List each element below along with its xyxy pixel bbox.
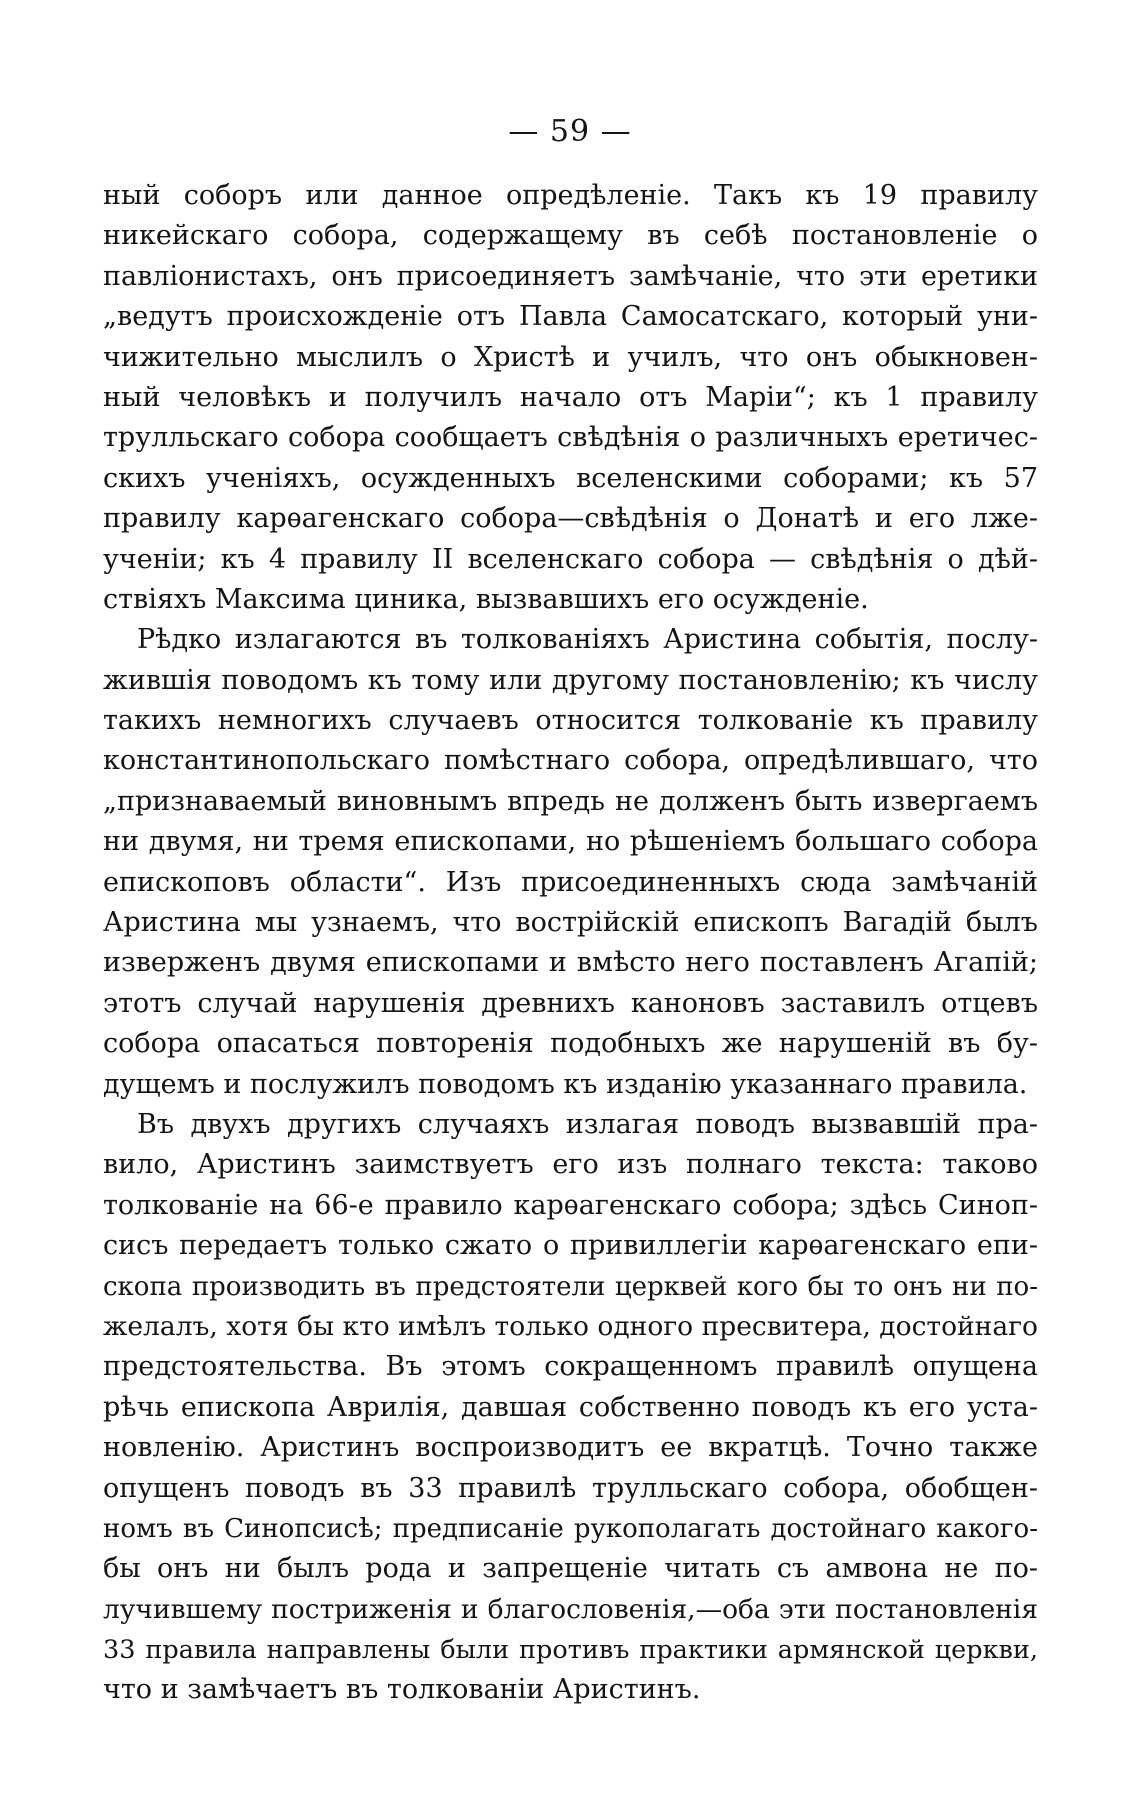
text-line: собора опасаться повторенія подобныхъ же нарушеній въ бу- [103,1028,1038,1060]
paragraph [103,1105,1038,1711]
text-line: желалъ, хотя бы кто имѣлъ только одного пресвитера, достойнаго [103,1310,1038,1342]
text-line: ный человѣкъ и получилъ начало отъ Маріи“; къ 1 правилу [103,381,1038,413]
text-line: никейскаго собора, содержащему въ себѣ постановленіе о [103,220,1038,252]
text-line: жившія поводомъ къ тому или другому постановленію; къ числу [103,664,1038,696]
text-line: ни двумя, ни тремя епископами, но рѣшеніемъ большаго собора [103,826,1038,858]
text-line: этотъ случай нарушенія древнихъ каноновъ заставилъ отцевъ [103,987,1038,1019]
text-line: Въ двухъ другихъ случаяхъ излагая поводъ вызвавшій пра- [137,1108,1038,1140]
page-number: — 59 — [508,114,632,149]
text-line: дущемъ и послужилъ поводомъ къ изданію указаннаго правила. [103,1068,1028,1100]
text-line: Рѣдко излагаются въ толкованіяхъ Аристина событія, послу- [137,624,1038,656]
text-line: павліонистахъ, онъ присоединяетъ замѣчаніе, что эти еретики [103,260,1038,292]
text-line: „ведутъ происхожденіе отъ Павла Самосатскаго, который уни- [103,301,1038,333]
text-line: скихъ ученіяхъ, осужденныхъ вселенскими соборами; къ 57 [103,462,1038,494]
paragraph [103,620,1038,1105]
text-line: бы онъ ни былъ рода и запрещеніе читать съ амвона не по- [103,1553,1038,1585]
text-line: правилу карѳагенскаго собора—свѣдѣнія о Донатѣ и его лже- [103,503,1038,535]
text-line: изверженъ двумя епископами и вмѣсто него поставленъ Агапій; [103,947,1038,979]
text-line: ный соборъ или данное опредѣленіе. Такъ къ 19 правилу [103,180,1038,211]
text-line: опущенъ поводъ въ 33 правилѣ трулльскаго собора, обобщен- [103,1472,1038,1504]
text-line: епископовъ области“. Изъ присоединенныхъ сюда замѣчаній [103,866,1038,898]
text-line: что и замѣчаетъ въ толкованіи Аристинъ. [103,1674,701,1706]
text-line: ствіяхъ Максима циника, вызвавшихъ его осужденіе. [103,583,869,615]
text-line: Аристина мы узнаемъ, что вострійскій епископъ Вагадій былъ [103,907,1038,939]
text-line: рѣчь епископа Аврилія, давшая собственно поводъ къ его уста- [103,1391,1038,1423]
text-line: лучившему постриженія и благословенія,—оба эти постановленія [103,1593,1038,1625]
text-line: такихъ немногихъ случаевъ относится толкованіе къ правилу [103,705,1038,737]
text-line: трулльскаго собора сообщаетъ свѣдѣнія о различныхъ еретичес- [103,422,1038,454]
text-line: предстоятельства. Въ этомъ сокращенномъ правилѣ опущена [103,1351,1038,1383]
text-line: ученіи; къ 4 правилу II вселенскаго собора — свѣдѣнія о дѣй- [103,543,1038,575]
text-line: 33 правила направлены были противъ практики армянской церкви, [103,1635,1038,1666]
body-text [103,176,1038,1711]
text-line: „признаваемый виновнымъ впредь не долженъ быть извергаемъ [103,785,1038,817]
text-line: вило, Аристинъ заимствуетъ его изъ полнаго текста: таково [103,1149,1038,1181]
text-line: константинопольскаго помѣстнаго собора, опредѣлившаго, что [103,745,1038,777]
text-line: сисъ передаетъ только сжато о привиллегіи карѳагенскаго епи- [103,1230,1038,1262]
text-line: номъ въ Синопсисѣ; предписаніе рукополагать достойнаго какого- [103,1513,1038,1544]
text-line: скопа производить въ предстоятели церквей кого бы то онъ ни по- [103,1271,1038,1302]
text-line: новленію. Аристинъ воспроизводитъ ее вкратцѣ. Точно также [103,1432,1038,1464]
paragraph [103,176,1038,620]
text-line: толкованіе на 66-е правило карѳагенскаго собора; здѣсь Синоп- [103,1189,1038,1221]
text-line: чижительно мыслилъ о Христѣ и училъ, что онъ обыкновен- [103,341,1038,373]
